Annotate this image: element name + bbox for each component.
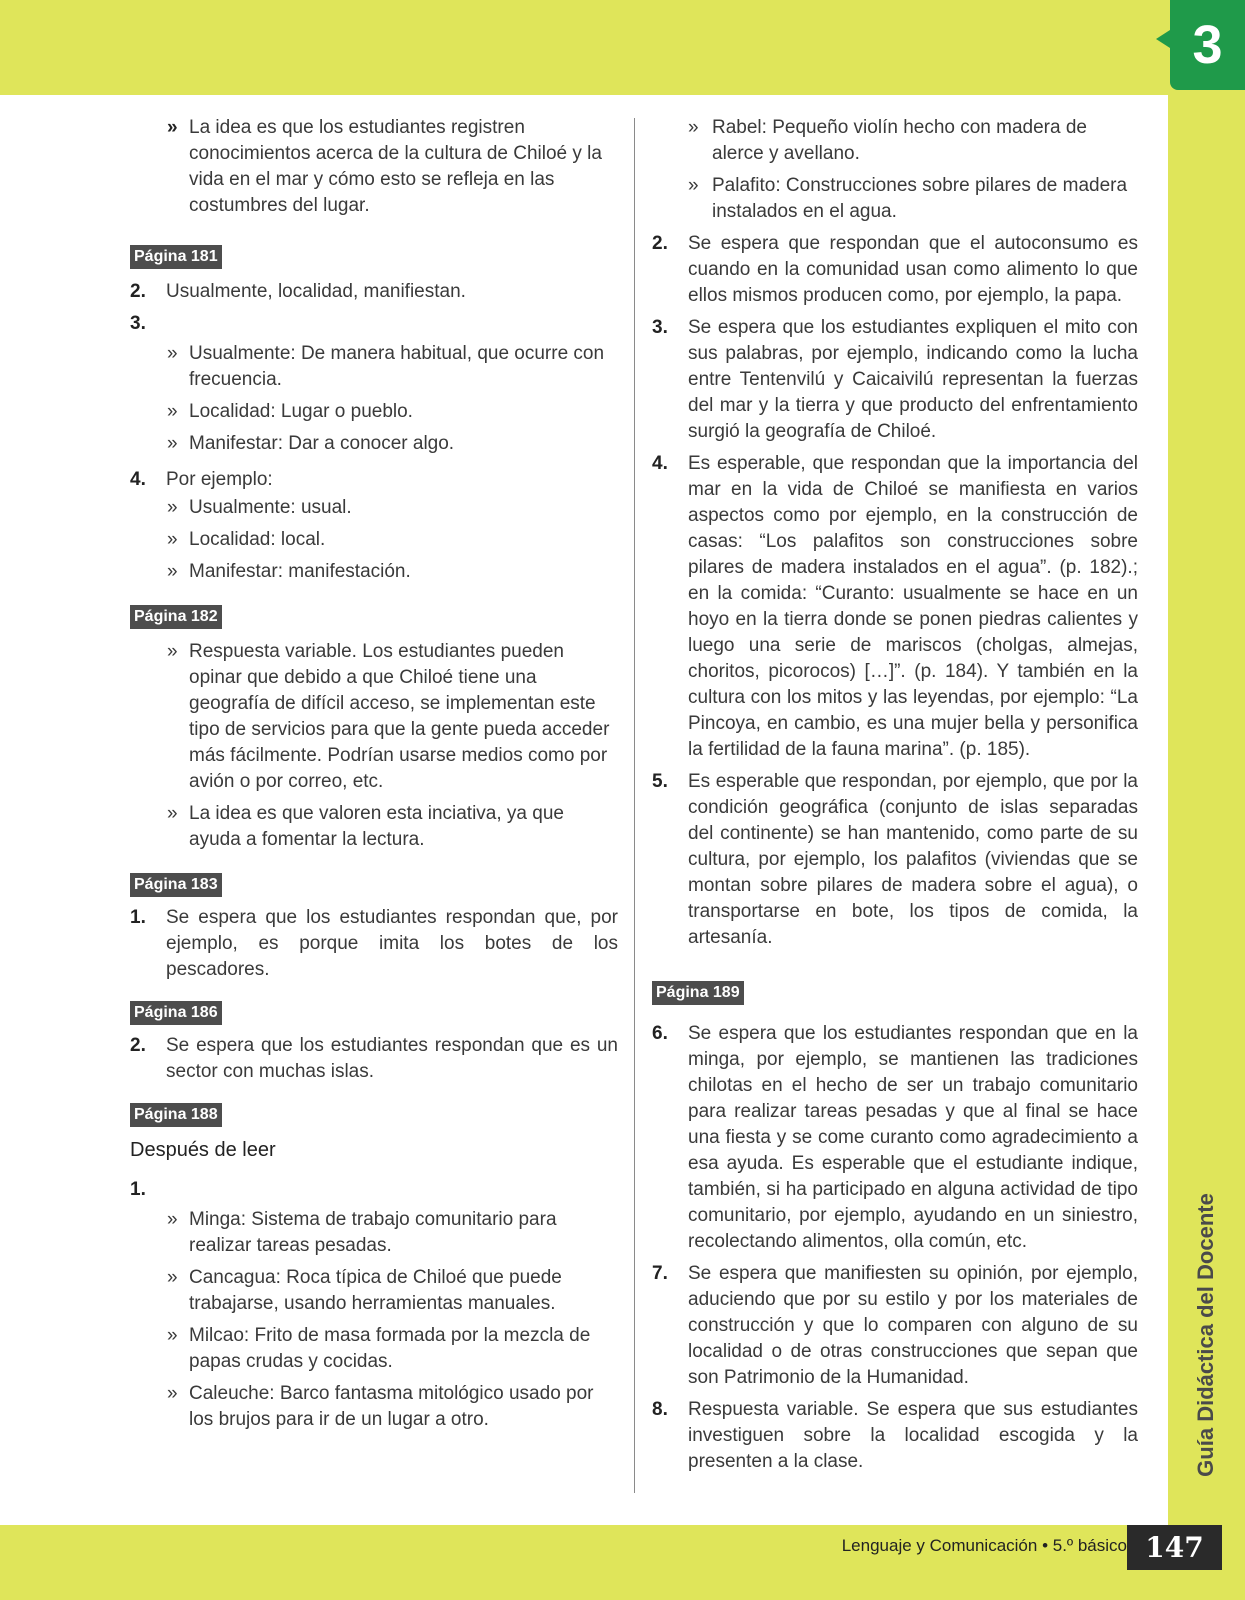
bullet-mark: » <box>167 1325 178 1346</box>
item-number: 3. <box>652 317 668 338</box>
item-text: Es esperable, que respondan que la importancia del mar en la vida de Chiloé se manifiesta en varios aspectos como por ejemplo, en la construcción de casas: “Los palafitos son construcciones sobre pilares de madera instalados en el agua”. (p. 182).; en la comida: “Curanto: usualmente se hace en un hoyo en la tierra donde se ponen piedras calientes y luego una serie de mariscos (cholgas, almejas, choritos, picorocos) […]”. (p. 184). Y también en la cultura con los mitos y las leyendas, por ejemplo: “La Pincoya, en cambio, es una mujer bella y personifica la fertilidad de la fauna marina”. (p. 185). <box>688 453 1138 760</box>
item-text: Se espera que los estudiantes expliquen el mito con sus palabras, por ejemplo, indicando como la lucha entre Tentenvilú y Caicaivilú representan la fuerzas del mar y la tierra y que producto del enfrentamiento surgió la geografía de Chiloé. <box>688 317 1138 442</box>
list-bullet <box>688 115 1138 167</box>
item-number: 2. <box>130 281 146 302</box>
page-label: Página 189 <box>652 981 744 1005</box>
bullet-text: Respuesta variable. Los estudiantes pueden opinar que debido a que Chiloé tiene una geografía de difícil acceso, se implementan este tipo de servicios para que la gente pueda acceder más fácilmente. Podrían usarse medios como por avión o por correo, etc. <box>189 641 610 792</box>
list-item <box>652 1397 1138 1475</box>
top-band <box>0 0 1245 95</box>
bullet-text: Manifestar: manifestación. <box>189 561 411 582</box>
bullet-text: Minga: Sistema de trabajo comunitario para realizar tareas pesadas. <box>189 1209 557 1256</box>
bullet-text: Palafito: Construcciones sobre pilares de madera instalados en el agua. <box>712 175 1128 222</box>
bullet-mark: » <box>167 117 178 138</box>
bullet-text: Milcao: Frito de masa formada por la mezcla de papas crudas y cocidas. <box>189 1325 591 1372</box>
list-bullet <box>130 399 618 425</box>
column-divider <box>634 118 635 1493</box>
bullet-mark: » <box>167 433 178 454</box>
bullet-mark: » <box>167 343 178 364</box>
bullet-text: La idea es que los estudiantes registren conocimientos acerca de la cultura de Chiloé y la vida en el mar y cómo esto se refleja en las costumbres del lugar. <box>189 117 602 216</box>
sidebar-title: Guía Didáctica del Docente <box>1193 1193 1218 1477</box>
item-text: Respuesta variable. Se espera que sus estudiantes investiguen sobre la localidad escogida y la presenten a la clase. <box>688 1399 1138 1472</box>
list-bullet <box>130 559 618 585</box>
list-bullet <box>130 1381 618 1433</box>
list-item <box>652 1021 1138 1255</box>
item-text: Por ejemplo: <box>166 469 273 490</box>
list-item <box>652 769 1138 951</box>
bullet-text: Rabel: Pequeño violín hecho con madera de alerce y avellano. <box>712 117 1087 164</box>
list-bullet <box>130 495 618 521</box>
page-label: Página 186 <box>130 1001 222 1025</box>
list-bullet <box>130 1323 618 1375</box>
right-column <box>652 115 1138 1481</box>
bullet-text: Manifestar: Dar a conocer algo. <box>189 433 455 454</box>
section-subheading: Después de leer <box>130 1139 276 1161</box>
unit-number: 3 <box>1192 15 1223 75</box>
left-column <box>130 115 618 1439</box>
list-bullet <box>130 431 618 457</box>
list-bullet <box>130 527 618 553</box>
item-text: Se espera que los estudiantes respondan que en la minga, por ejemplo, se mantienen las tradiciones chilotas en el hecho de ser un trabajo comunitario para realizar tareas pesadas y que al final se hace una fiesta y se come curanto como agradecimiento a esa ayuda. Es esperable que el estudiante indique, también, si ha participado en alguna actividad de tipo comunitario, por ejemplo, ayudando en un siniestro, recolectando alimentos, olla común, etc. <box>688 1023 1138 1252</box>
intro-bullet <box>130 115 618 219</box>
bullet-mark: » <box>688 117 699 138</box>
item-text: Usualmente, localidad, manifiestan. <box>166 281 466 302</box>
bullet-text: Usualmente: usual. <box>189 497 352 518</box>
item-number: 2. <box>652 233 668 254</box>
list-item <box>130 905 618 983</box>
page-label: Página 183 <box>130 873 222 897</box>
page-label: Página 181 <box>130 245 222 269</box>
list-item <box>130 1177 618 1203</box>
item-number: 1. <box>130 1179 146 1200</box>
item-number: 4. <box>652 453 668 474</box>
item-number: 4. <box>130 469 146 490</box>
list-item <box>130 467 618 493</box>
bullet-text: La idea es que valoren esta inciativa, ya que ayuda a fomentar la lectura. <box>189 803 564 850</box>
item-number: 7. <box>652 1263 668 1284</box>
bullet-mark: » <box>167 401 178 422</box>
bullet-mark: » <box>167 803 178 824</box>
page-number: 147 <box>1127 1525 1222 1570</box>
item-text: Es esperable que respondan, por ejemplo, que por la condición geográfica (conjunto de islas separadas del continente) se han mantenido, como parte de su cultura, por ejemplo, los palafitos (viviendas que se montan sobre pilares de madera sobre el agua), o transportarse en bote, los tipos de comida, la artesanía. <box>688 771 1138 948</box>
list-bullet <box>688 173 1138 225</box>
list-item <box>652 451 1138 763</box>
bullet-mark: » <box>167 497 178 518</box>
list-bullet <box>130 341 618 393</box>
bullet-mark: » <box>167 1383 178 1404</box>
list-bullet <box>130 639 618 795</box>
bullet-text: Localidad: local. <box>189 529 326 550</box>
item-number: 2. <box>130 1035 146 1056</box>
list-item <box>652 1261 1138 1391</box>
item-number: 8. <box>652 1399 668 1420</box>
item-text: Se espera que respondan que el autoconsumo es cuando en la comunidad usan como alimento lo que ellos mismos producen como, por ejemplo, la papa. <box>688 233 1138 306</box>
list-bullet <box>130 801 618 853</box>
bullet-text: Usualmente: De manera habitual, que ocurre con frecuencia. <box>189 343 605 390</box>
page-label: Página 182 <box>130 605 222 629</box>
list-bullet <box>130 1207 618 1259</box>
list-bullet <box>130 1265 618 1317</box>
item-number: 3. <box>130 313 146 334</box>
list-item <box>652 231 1138 309</box>
bullet-text: Cancagua: Roca típica de Chiloé que puede trabajarse, usando herramientas manuales. <box>189 1267 562 1314</box>
list-item <box>130 1033 618 1085</box>
item-number: 1. <box>130 907 146 928</box>
item-text: Se espera que los estudiantes respondan que, por ejemplo, es porque imita los botes de los pescadores. <box>166 907 618 980</box>
item-text: Se espera que los estudiantes respondan que es un sector con muchas islas. <box>166 1035 618 1082</box>
bullet-mark: » <box>688 175 699 196</box>
footer-subject: Lenguaje y Comunicación • 5.º básico <box>841 1536 1127 1555</box>
list-item <box>130 311 618 337</box>
unit-tab <box>1170 0 1245 90</box>
bullet-mark: » <box>167 1267 178 1288</box>
list-item <box>652 315 1138 445</box>
page-label: Página 188 <box>130 1103 222 1127</box>
bullet-text: Caleuche: Barco fantasma mitológico usado por los brujos para ir de un lugar a otro. <box>189 1383 594 1430</box>
item-text: Se espera que manifiesten su opinión, por ejemplo, aduciendo que por su estilo y por los materiales de construcción y que lo comparen con alguno de su localidad o de otras construcciones que sepan que son Patrimonio de la Humanidad. <box>688 1263 1138 1388</box>
bullet-mark: » <box>167 1209 178 1230</box>
item-number: 6. <box>652 1023 668 1044</box>
bullet-mark: » <box>167 641 178 662</box>
item-number: 5. <box>652 771 668 792</box>
bullet-mark: » <box>167 529 178 550</box>
list-item <box>130 279 618 305</box>
bullet-mark: » <box>167 561 178 582</box>
bullet-text: Localidad: Lugar o pueblo. <box>189 401 413 422</box>
